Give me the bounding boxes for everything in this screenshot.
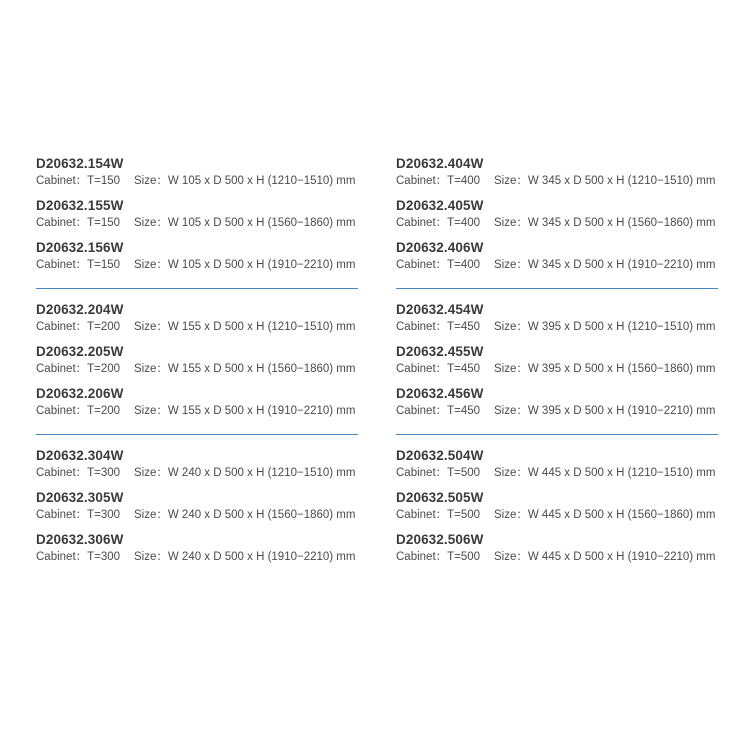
product-code: D20632.506W [396, 532, 484, 547]
product-code: D20632.406W [396, 240, 484, 255]
product-spec [396, 507, 718, 523]
size-spec: Size：W 395 x D 500 x H (1560−1860) mm [494, 363, 716, 375]
product-code: D20632.305W [36, 490, 124, 505]
product-spec [396, 403, 718, 419]
product-item [396, 530, 718, 572]
size-spec: Size：W 345 x D 500 x H (1560−1860) mm [494, 217, 716, 229]
product-code: D20632.306W [36, 532, 124, 547]
cabinet-spec: Cabinet：T=400 [396, 217, 481, 229]
size-spec: Size：W 105 x D 500 x H (1560−1860) mm [134, 217, 356, 229]
product-spec [396, 465, 718, 481]
product-item [396, 342, 718, 384]
product-code: D20632.154W [36, 156, 124, 171]
size-spec: Size：W 345 x D 500 x H (1210−1510) mm [494, 175, 716, 187]
product-code: D20632.205W [36, 344, 124, 359]
product-code: D20632.454W [396, 302, 484, 317]
product-group [36, 300, 358, 435]
product-spec [396, 257, 718, 273]
product-code: D20632.304W [36, 448, 124, 463]
product-spec [36, 403, 358, 419]
product-column-right [396, 154, 718, 591]
product-spec [36, 319, 358, 335]
size-spec: Size：W 445 x D 500 x H (1910−2210) mm [494, 551, 716, 563]
product-item [396, 300, 718, 342]
product-code: D20632.455W [396, 344, 484, 359]
size-spec: Size：W 395 x D 500 x H (1910−2210) mm [494, 405, 716, 417]
product-group [36, 154, 358, 289]
cabinet-spec: Cabinet：T=450 [396, 363, 481, 375]
cabinet-spec: Cabinet：T=500 [396, 551, 481, 563]
product-code: D20632.504W [396, 448, 484, 463]
cabinet-spec: Cabinet：T=300 [36, 467, 121, 479]
cabinet-spec: Cabinet：T=200 [36, 321, 121, 333]
size-spec: Size：W 155 x D 500 x H (1910−2210) mm [134, 405, 356, 417]
product-spec [396, 215, 718, 231]
size-spec: Size：W 395 x D 500 x H (1210−1510) mm [494, 321, 716, 333]
cabinet-spec: Cabinet：T=400 [396, 259, 481, 271]
cabinet-spec: Cabinet：T=450 [396, 405, 481, 417]
product-item [396, 384, 718, 426]
size-spec: Size：W 240 x D 500 x H (1910−2210) mm [134, 551, 356, 563]
product-item [36, 488, 358, 530]
product-spec [396, 361, 718, 377]
size-spec: Size：W 105 x D 500 x H (1910−2210) mm [134, 259, 356, 271]
size-spec: Size：W 155 x D 500 x H (1210−1510) mm [134, 321, 356, 333]
product-spec [36, 549, 358, 565]
size-spec: Size：W 445 x D 500 x H (1560−1860) mm [494, 509, 716, 521]
product-item [36, 342, 358, 384]
product-item [36, 238, 358, 280]
product-spec [396, 319, 718, 335]
product-spec [36, 173, 358, 189]
product-spec [36, 507, 358, 523]
size-spec: Size：W 155 x D 500 x H (1560−1860) mm [134, 363, 356, 375]
cabinet-spec: Cabinet：T=200 [36, 363, 121, 375]
product-group [396, 300, 718, 435]
product-item [396, 488, 718, 530]
product-spec [36, 361, 358, 377]
product-item [396, 196, 718, 238]
cabinet-spec: Cabinet：T=500 [396, 509, 481, 521]
cabinet-spec: Cabinet：T=150 [36, 217, 121, 229]
product-item [36, 384, 358, 426]
product-item [396, 154, 718, 196]
product-spec [396, 173, 718, 189]
size-spec: Size：W 240 x D 500 x H (1210−1510) mm [134, 467, 356, 479]
size-spec: Size：W 345 x D 500 x H (1910−2210) mm [494, 259, 716, 271]
product-code: D20632.206W [36, 386, 124, 401]
product-code: D20632.204W [36, 302, 124, 317]
cabinet-spec: Cabinet：T=300 [36, 551, 121, 563]
product-code: D20632.505W [396, 490, 484, 505]
product-item [36, 196, 358, 238]
product-group [36, 446, 358, 580]
product-item [396, 446, 718, 488]
product-item [36, 300, 358, 342]
cabinet-spec: Cabinet：T=500 [396, 467, 481, 479]
product-code: D20632.405W [396, 198, 484, 213]
product-group [396, 446, 718, 580]
product-code: D20632.404W [396, 156, 484, 171]
product-column-left [36, 154, 358, 591]
product-group [396, 154, 718, 289]
product-item [36, 530, 358, 572]
product-item [396, 238, 718, 280]
size-spec: Size：W 105 x D 500 x H (1210−1510) mm [134, 175, 356, 187]
product-item [36, 154, 358, 196]
product-spec [36, 465, 358, 481]
cabinet-spec: Cabinet：T=200 [36, 405, 121, 417]
cabinet-spec: Cabinet：T=450 [396, 321, 481, 333]
product-spec [36, 257, 358, 273]
product-code: D20632.156W [36, 240, 124, 255]
cabinet-spec: Cabinet：T=400 [396, 175, 481, 187]
size-spec: Size：W 240 x D 500 x H (1560−1860) mm [134, 509, 356, 521]
product-spec [36, 215, 358, 231]
product-spec [396, 549, 718, 565]
product-code: D20632.456W [396, 386, 484, 401]
cabinet-spec: Cabinet：T=300 [36, 509, 121, 521]
cabinet-spec: Cabinet：T=150 [36, 259, 121, 271]
product-item [36, 446, 358, 488]
size-spec: Size：W 445 x D 500 x H (1210−1510) mm [494, 467, 716, 479]
cabinet-spec: Cabinet：T=150 [36, 175, 121, 187]
product-code: D20632.155W [36, 198, 124, 213]
